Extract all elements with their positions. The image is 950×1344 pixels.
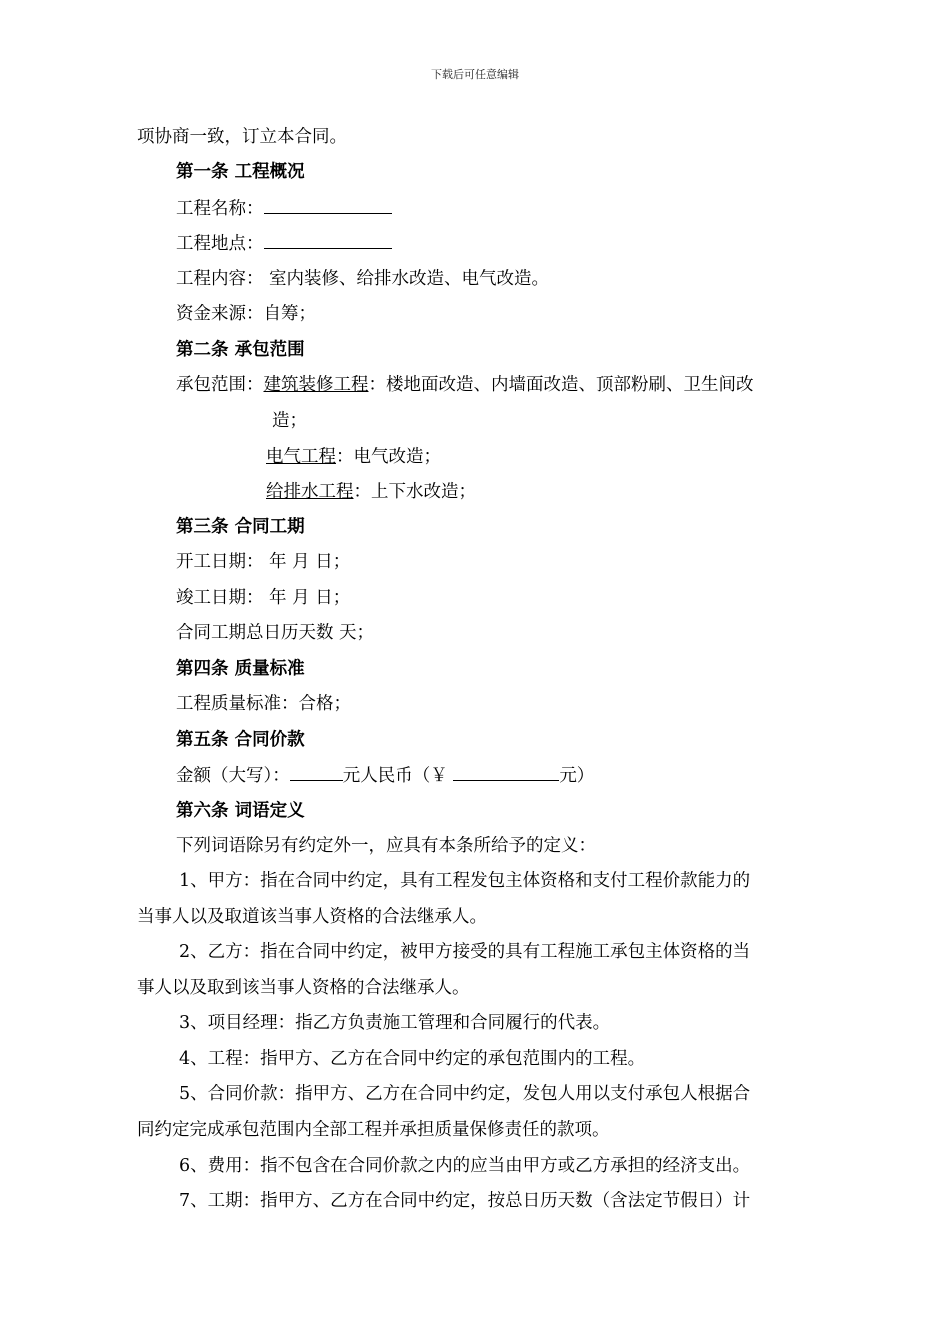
project-name-label: 工程名称： <box>176 199 264 219</box>
article-5-title: 第五条 合同价款 <box>176 730 305 750</box>
intro-line: 项协商一致，订立本合同。 <box>137 127 347 147</box>
scope-row-3 <box>266 481 476 503</box>
project-name-row <box>176 197 392 220</box>
article-2-title: 第二条 承包范围 <box>176 340 305 360</box>
funds-source: 资金来源：自筹； <box>176 304 316 324</box>
scope-item-3-desc: ：上下水改造； <box>353 482 476 502</box>
article-1-title: 第一条 工程概况 <box>176 162 305 182</box>
total-days: 合同工期总日历天数 天； <box>176 623 375 643</box>
article-6-title: 第六条 词语定义 <box>176 801 305 821</box>
scope-row-2 <box>266 446 441 468</box>
project-site-blank <box>264 232 392 249</box>
scope-item-1-name: 建筑装修工程 <box>263 375 369 395</box>
definition-5-line-1: 5、合同价款：指甲方、乙方在合同中约定，发包人用以支付承包人根据合 <box>179 1084 751 1104</box>
project-content: 工程内容： 室内装修、给排水改造、电气改造。 <box>176 269 550 289</box>
project-site-row <box>176 232 392 255</box>
definition-3: 3、项目经理：指乙方负责施工管理和合同履行的代表。 <box>179 1013 611 1033</box>
page-header: 下载后可任意编辑 <box>431 68 519 81</box>
amount-label: 金额（大写）： <box>176 766 290 786</box>
amount-end: 元） <box>559 766 595 786</box>
scope-item-1-cont: 造； <box>272 411 307 431</box>
scope-item-2-desc: ：电气改造； <box>336 447 441 467</box>
end-date: 竣工日期： 年 月 日； <box>176 588 351 608</box>
definition-4: 4、工程：指甲方、乙方在合同中约定的承包范围内的工程。 <box>179 1049 646 1069</box>
project-site-label: 工程地点： <box>176 234 264 254</box>
amount-figure-blank <box>453 764 559 781</box>
amount-words-blank <box>290 764 343 781</box>
amount-row <box>176 764 594 787</box>
definition-2-line-2: 事人以及取到该当事人资格的合法继承人。 <box>137 978 470 998</box>
definition-1-line-1: 1、甲方：指在合同中约定，具有工程发包主体资格和支付工程价款能力的 <box>179 871 751 891</box>
quality-standard: 工程质量标准：合格； <box>176 694 351 714</box>
scope-item-3-name: 给排水工程 <box>266 482 354 502</box>
definition-2-line-1: 2、乙方：指在合同中约定，被甲方接受的具有工程施工承包主体资格的当 <box>179 942 751 962</box>
definition-6: 6、费用：指不包含在合同价款之内的应当由甲方或乙方承担的经济支出。 <box>179 1156 751 1176</box>
definition-1-line-2: 当事人以及取道该当事人资格的合法继承人。 <box>137 907 487 927</box>
definition-7-line-1: 7、工期：指甲方、乙方在合同中约定，按总日历天数（含法定节假日）计 <box>179 1191 751 1211</box>
scope-item-2-name: 电气工程 <box>266 447 336 467</box>
definition-5-line-2: 同约定完成承包范围内全部工程并承担质量保修责任的款项。 <box>137 1120 610 1140</box>
scope-row-1 <box>176 374 754 396</box>
start-date: 开工日期： 年 月 日； <box>176 552 351 572</box>
article-3-title: 第三条 合同工期 <box>176 517 305 537</box>
scope-label: 承包范围： <box>176 375 264 395</box>
article-4-title: 第四条 质量标准 <box>176 659 305 679</box>
project-name-blank <box>264 197 392 214</box>
definitions-intro: 下列词语除另有约定外一，应具有本条所给予的定义： <box>176 836 596 856</box>
amount-middle: 元人民币（￥ <box>342 766 454 786</box>
scope-item-1-desc: ：楼地面改造、内墙面改造、顶部粉刷、卫生间改 <box>368 375 754 395</box>
